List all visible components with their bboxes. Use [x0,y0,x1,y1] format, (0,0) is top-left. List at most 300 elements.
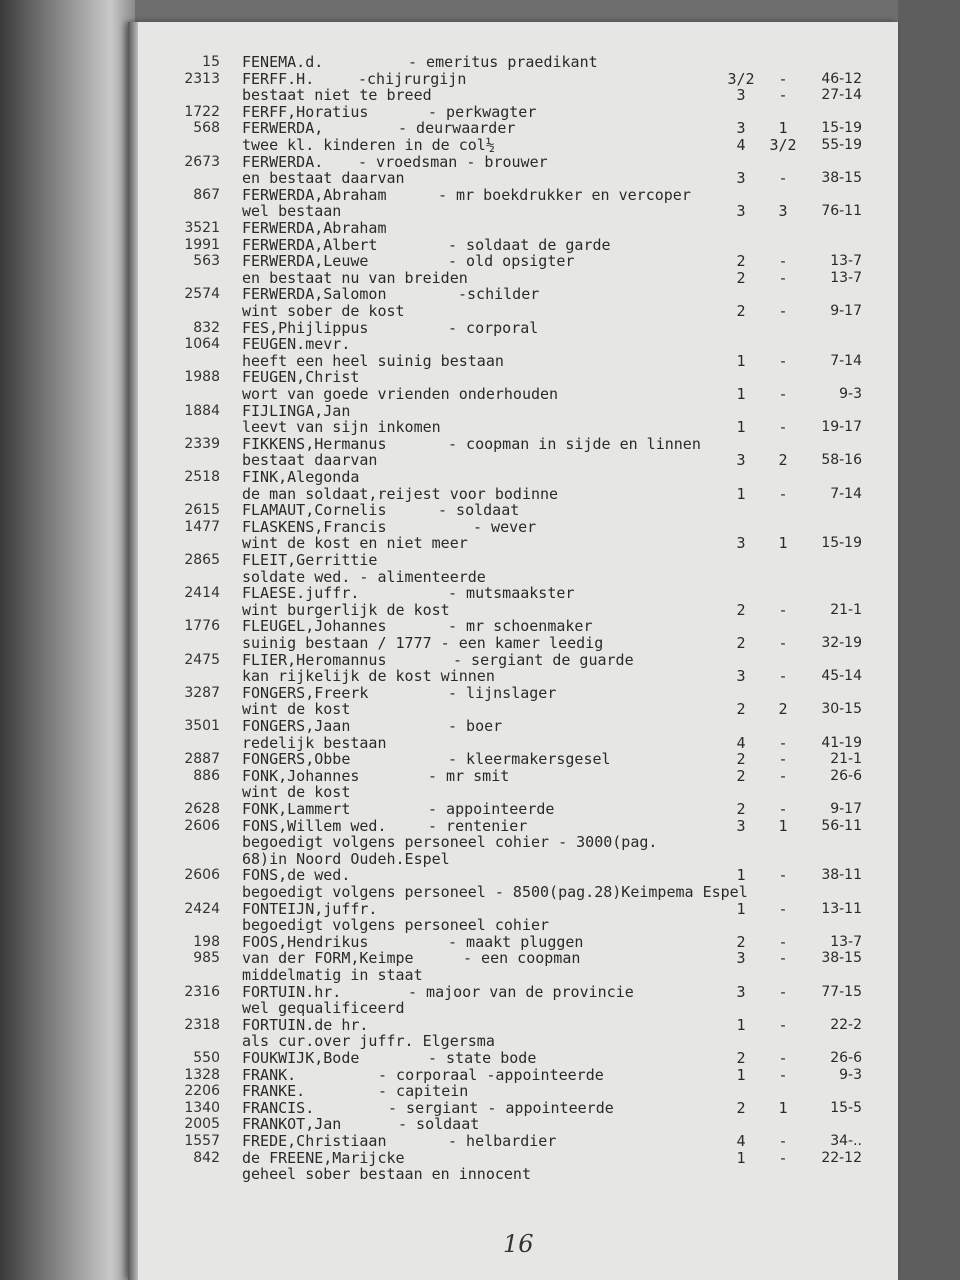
register-entry [128,818,898,834]
entry-name: van der FORM,Keimpe [242,949,414,968]
entry-subclass: - [778,899,788,918]
entry-occupation: - appointeerde [428,800,555,818]
entry-remark: wint de kost [242,700,351,719]
entry-class: 1 [736,484,746,503]
register-entry [128,71,898,87]
register-entry [128,535,898,551]
register-entry [128,220,898,236]
register-entry [128,635,898,651]
entry-remark: wint sober de kost [242,302,405,320]
register-entry [128,1067,898,1083]
entry-amount: 38-15 [821,170,862,187]
entry-name: FONGERS,Freerk [242,683,369,702]
entry-name: FONGERS,Jaan [242,717,351,735]
entry-subclass: - [778,932,788,951]
entry-number: 2424 [184,900,220,917]
entry-occupation: - coopman in sijde en linnen [448,434,701,453]
entry-name: FLASKENS,Francis [242,517,387,536]
entry-amount: 9-3 [839,1066,862,1083]
entry-remark: wint de kost [242,783,351,802]
entry-number: 1477 [184,518,220,535]
entry-class: 1 [736,1065,746,1084]
register-entry [128,187,898,203]
register-entry [128,967,898,983]
entry-class: 3 [736,949,746,968]
entry-name: FLAESE.juffr. [242,584,360,603]
register-entry [128,917,898,933]
entry-remark: geheel sober bestaan en innocent [242,1165,531,1184]
entry-subclass: - [778,1015,788,1034]
register-entry [128,867,898,883]
entry-name: FRANK. [242,1065,297,1084]
entry-name: FRANCIS. [242,1098,315,1117]
entry-class: 1 [736,866,746,885]
entry-remark: begoedigt volgens personeel cohier - 3000(pag. [242,833,658,852]
entry-class: 2 [736,1049,746,1067]
entry-occupation: - sergiant - appointeerde [388,1098,614,1117]
page-number: 16 [503,1230,534,1258]
entry-class: 3 [736,534,746,553]
entry-subclass: - [778,484,788,503]
register-entry [128,436,898,452]
register-entry [128,270,898,286]
register-entry [128,419,898,435]
entry-number: 832 [193,319,220,336]
register-entry [128,784,898,800]
entry-name: FERFF,Horatius [242,102,369,121]
entry-remark: redelijk bestaan [242,733,387,752]
entry-class: 1 [736,418,746,437]
entry-subclass: - [778,418,788,437]
entry-class: 3 [736,982,746,1001]
entry-amount: 21-1 [830,601,862,618]
entry-number: 1776 [184,618,220,635]
entry-number: 198 [193,933,220,950]
entry-name: FRANKOT,Jan [242,1115,342,1134]
entry-name: FOUKWIJK,Bode [242,1049,360,1067]
entry-class: 3 [736,169,746,188]
entry-occupation: - perkwagter [428,102,537,121]
entry-remark: wel gequalificeerd [242,999,405,1018]
entry-subclass: - [778,86,788,105]
entry-occupation: - emeritus praedikant [408,53,598,71]
entry-number: 2865 [184,552,220,568]
register-entry [128,552,898,568]
register-entry [128,718,898,734]
entry-occupation: - lijnslager [448,683,557,702]
entry-remark: heeft een heel suinig bestaan [242,351,504,370]
entry-name: FIJLINGA,Jan [242,401,351,420]
entry-occupation: - majoor van de provincie [408,982,634,1001]
entry-subclass: - [778,800,788,818]
register-entry [128,934,898,950]
entry-name: FERWERDA,Abraham [242,185,387,204]
register-entry [128,54,898,70]
entry-amount: 21-1 [830,751,862,768]
entry-occupation: - old opsigter [448,252,575,271]
entry-class: 2 [736,932,746,951]
entry-amount: 22-12 [821,1149,862,1166]
entry-subclass: 3 [778,202,788,221]
entry-occupation: - een coopman [463,949,581,968]
entry-amount: 56-11 [821,817,862,834]
entry-remark: wort van goede vrienden onderhouden [242,385,559,403]
entry-remark: kan rijkelijk de kost winnen [242,667,495,686]
entry-occupation: - mr boekdrukker en vercoper [438,185,691,204]
entry-number: 2615 [184,502,220,519]
entry-class: 1 [736,899,746,918]
entry-amount: 15-5 [830,1099,862,1116]
book-spine [0,0,135,1280]
entry-number: 1991 [184,236,220,253]
entry-subclass: - [778,69,788,88]
entry-remark: suinig bestaan / 1777 - een kamer leedig [242,634,604,652]
entry-subclass: - [778,385,788,403]
entry-number: 2005 [184,1116,220,1133]
entry-name: FLEUGEL,Johannes [242,617,387,636]
register-entry [128,403,898,419]
register-entry [128,104,898,120]
entry-occupation: - soldaat de garde [448,235,611,254]
entry-amount: 32-19 [821,635,862,651]
entry-occupation: - soldaat [438,501,520,520]
entry-occupation: - soldaat [398,1115,480,1134]
register-entry [128,253,898,269]
entry-number: 1884 [184,402,220,419]
background-edge [898,0,960,1280]
entry-name: FONK,Lammert [242,800,351,818]
register-entry [128,1033,898,1049]
entry-number: 3521 [184,220,220,236]
entry-subclass: - [778,733,788,752]
entry-occupation: - maakt pluggen [448,932,584,951]
document-page [128,22,898,1280]
entry-amount: 26-6 [830,767,862,784]
entry-class: 1 [736,1015,746,1034]
register-entry [128,751,898,767]
register-entry [128,701,898,717]
register-entry [128,1017,898,1033]
entry-amount: 76-11 [821,203,862,220]
entry-remark: 68)in Noord Oudeh.Espel [242,849,450,868]
register-entry [128,585,898,601]
register-entry [128,834,898,850]
entry-name: FEUGEN,Christ [242,368,360,387]
entry-class: 3 [736,667,746,686]
entry-subclass: - [778,1132,788,1150]
register-entry [128,286,898,302]
entry-remark: soldate wed. - alimenteerde [242,567,486,586]
register-entry [128,237,898,253]
entry-class: 3 [736,119,746,138]
entry-class: 1 [736,385,746,403]
entry-subclass: 1 [778,816,788,835]
entry-name: FERFF.H. [242,69,315,88]
entry-name: de FREENE,Marijcke [242,1148,405,1167]
entry-name: FERWERDA,Salomon [242,285,387,304]
entry-number: 2313 [184,70,220,87]
entry-occupation: - corporaal -appointeerde [378,1065,604,1084]
register-entry [128,486,898,502]
entry-occupation: -schilder [458,285,540,304]
entry-amount: 7-14 [830,352,862,369]
entry-subclass: - [778,1065,788,1084]
register-entry [128,452,898,468]
entry-class: 2 [736,600,746,619]
entry-subclass: - [778,252,788,271]
register-entry [128,154,898,170]
register-entry [128,685,898,701]
entry-occupation: - sergiant de guarde [453,650,634,669]
entry-remark: wint burgerlijk de kost [242,600,450,619]
register-entry [128,369,898,385]
entry-subclass: 1 [778,119,788,138]
entry-occupation: - mutsmaakster [448,584,575,603]
entry-class: 2 [736,750,746,769]
entry-occupation: - mr schoenmaker [448,617,593,636]
entry-name: FERWERDA,Leuwe [242,252,369,271]
entry-name: FERWERDA,Abraham [242,219,387,237]
entry-name: FREDE,Christiaan [242,1132,387,1150]
entry-number: 2316 [184,983,220,1000]
entry-amount: 7-14 [830,485,862,502]
entry-name: FONGERS,Obbe [242,750,351,769]
entry-name: FERWERDA. [242,152,324,171]
entry-amount: 30-15 [821,701,862,718]
entry-subclass: - [778,1148,788,1167]
entry-number: 1722 [184,103,220,120]
entry-name: FINK,Alegonda [242,468,360,486]
register-entry [128,851,898,867]
entry-subclass: - [778,982,788,1001]
register-entry [128,884,898,900]
entry-remark: bestaat daarvan [242,451,378,470]
entry-subclass: - [778,351,788,370]
register-entry [128,652,898,668]
entry-amount: 15-19 [821,535,862,552]
entry-subclass: - [778,766,788,785]
entry-number: 2518 [184,469,220,485]
register-entry [128,668,898,684]
entry-number: 2606 [184,817,220,834]
entry-number: 3501 [184,718,220,734]
entry-number: 842 [193,1149,220,1166]
entry-name: FES,Phijlippus [242,318,369,337]
entry-number: 2318 [184,1016,220,1033]
entry-number: 568 [193,120,220,137]
entry-remark: begoedigt volgens personeel - 8500(pag.28)Keimpema Espel [242,883,748,901]
entry-subclass: - [778,1049,788,1067]
entry-amount: 38-11 [821,867,862,884]
entry-name: FLAMAUT,Cornelis [242,501,387,520]
entry-amount: 55-19 [821,137,862,153]
entry-occupation: - state bode [428,1049,537,1067]
entry-number: 2887 [184,751,220,768]
register-entry [128,984,898,1000]
entry-amount: 13-7 [830,269,862,286]
entry-occupation: - helbardier [448,1132,557,1150]
entry-remark: twee kl. kinderen in de col½ [242,136,495,154]
entry-remark: wint de kost en niet meer [242,534,468,553]
register-entry [128,320,898,336]
register-entry [128,950,898,966]
entry-name: FORTUIN.hr. [242,982,342,1001]
entry-subclass: 1 [778,1098,788,1117]
entry-subclass: - [778,949,788,968]
register-entry [128,120,898,136]
entry-class: 2 [736,252,746,271]
entry-occupation: - vroedsman - brouwer [358,152,548,171]
register-entry [128,137,898,153]
entry-amount: 46-12 [821,70,862,87]
entry-name: FORTUIN.de hr. [242,1015,369,1034]
entry-class: 2 [736,1098,746,1117]
register-entry [128,303,898,319]
register-entry [128,1083,898,1099]
entry-amount: 34-.. [830,1133,862,1149]
entry-name: FOOS,Hendrikus [242,932,369,951]
entry-occupation: - wever [473,517,537,536]
entry-amount: 13-11 [821,900,862,917]
entry-number: 2574 [184,286,220,303]
register-entry [128,1100,898,1116]
entry-number: 886 [193,767,220,784]
entry-number: 3287 [184,684,220,701]
entry-number: 550 [193,1050,220,1066]
entry-amount: 13-7 [830,933,862,950]
entry-remark: en bestaat nu van breiden [242,268,468,287]
register-entry [128,386,898,402]
entry-subclass: 2 [778,451,788,470]
entry-remark: als cur.over juffr. Elgersma [242,1032,495,1051]
entry-class: 3 [736,816,746,835]
entry-name: FONS,Willem wed. [242,816,387,835]
entry-subclass: 3/2 [769,136,797,154]
entry-remark: middelmatig in staat [242,966,423,984]
entry-amount: 26-6 [830,1050,862,1066]
entry-occupation: - corporal [448,318,539,337]
entry-number: 2475 [184,651,220,668]
entry-subclass: - [778,600,788,619]
register-entry [128,170,898,186]
entry-number: 2206 [184,1083,220,1100]
entry-remark: en bestaat daarvan [242,169,405,188]
entry-amount: 22-2 [830,1016,862,1033]
entry-occupation: - rentenier [428,816,528,835]
register-entry [128,1166,898,1182]
entry-number: 1064 [184,336,220,353]
entry-subclass: - [778,302,788,320]
entry-name: FLIER,Heromannus [242,650,387,669]
entry-class: 3 [736,86,746,105]
entry-name: FLEIT,Gerrittie [242,551,378,569]
entry-occupation: - deurwaarder [398,119,516,138]
entry-amount: 77-15 [821,983,862,1000]
entry-remark: leevt van sijn inkomen [242,418,441,437]
register-entry [128,87,898,103]
entry-class: 2 [736,268,746,287]
register-entry [128,519,898,535]
entry-number: 1557 [184,1133,220,1149]
entry-remark: bestaat niet te breed [242,86,432,105]
entry-number: 1328 [184,1066,220,1083]
entry-subclass: 2 [778,700,788,719]
entry-name: FENEMA.d. [242,53,324,71]
register-entry [128,901,898,917]
register-entry [128,1050,898,1066]
entry-remark: wel bestaan [242,202,342,221]
entry-remark: de man soldaat,reijest voor bodinne [242,484,559,503]
entry-subclass: - [778,268,788,287]
entry-amount: 41-19 [821,734,862,751]
entry-class: 2 [736,800,746,818]
entry-subclass: - [778,866,788,885]
entry-amount: 27-14 [821,87,862,104]
register-entry [128,1116,898,1132]
entry-name: FERWERDA, [242,119,324,138]
entry-occupation: -chijrurgijn [358,69,467,88]
register-entry [128,502,898,518]
entry-number: 2606 [184,867,220,884]
entry-class: 2 [736,302,746,320]
register-entry [128,602,898,618]
entry-number: 985 [193,950,220,967]
entry-class: 3 [736,451,746,470]
entry-class: 1 [736,351,746,370]
entry-class: 2 [736,634,746,652]
register-entry [128,1150,898,1166]
entry-amount: 58-16 [821,452,862,469]
entry-amount: 38-15 [821,950,862,967]
entry-subclass: - [778,634,788,652]
entry-amount: 9-3 [839,386,862,402]
entry-subclass: 1 [778,534,788,553]
entry-subclass: - [778,667,788,686]
register-entry [128,569,898,585]
entry-name: FIKKENS,Hermanus [242,434,387,453]
entry-occupation: - kleermakersgesel [448,750,611,769]
entry-amount: 9-17 [830,801,862,817]
entry-name: FONTEIJN,juffr. [242,899,378,918]
entry-class: 3/2 [727,69,755,88]
entry-subclass: - [778,750,788,769]
register-entry [128,336,898,352]
register-entry [128,801,898,817]
entry-name: FONK,Johannes [242,766,360,785]
entry-number: 15 [202,54,220,70]
entry-number: 2339 [184,435,220,452]
entry-number: 1340 [184,1099,220,1116]
register-entry [128,768,898,784]
entry-number: 867 [193,186,220,203]
entry-number: 563 [193,253,220,270]
entry-class: 4 [736,1132,746,1150]
entry-name: FERWERDA,Albert [242,235,378,254]
register-entry [128,618,898,634]
entry-number: 2673 [184,153,220,170]
entry-number: 2628 [184,801,220,817]
entry-class: 2 [736,700,746,719]
entry-class: 1 [736,1148,746,1167]
entry-number: 1988 [184,369,220,386]
entry-class: 4 [736,733,746,752]
register-entry [128,203,898,219]
entry-name: FRANKE. [242,1082,306,1101]
entry-amount: 13-7 [830,253,862,270]
register-entry [128,1133,898,1149]
entry-amount: 19-17 [821,419,862,436]
entry-occupation: - capitein [378,1082,469,1101]
